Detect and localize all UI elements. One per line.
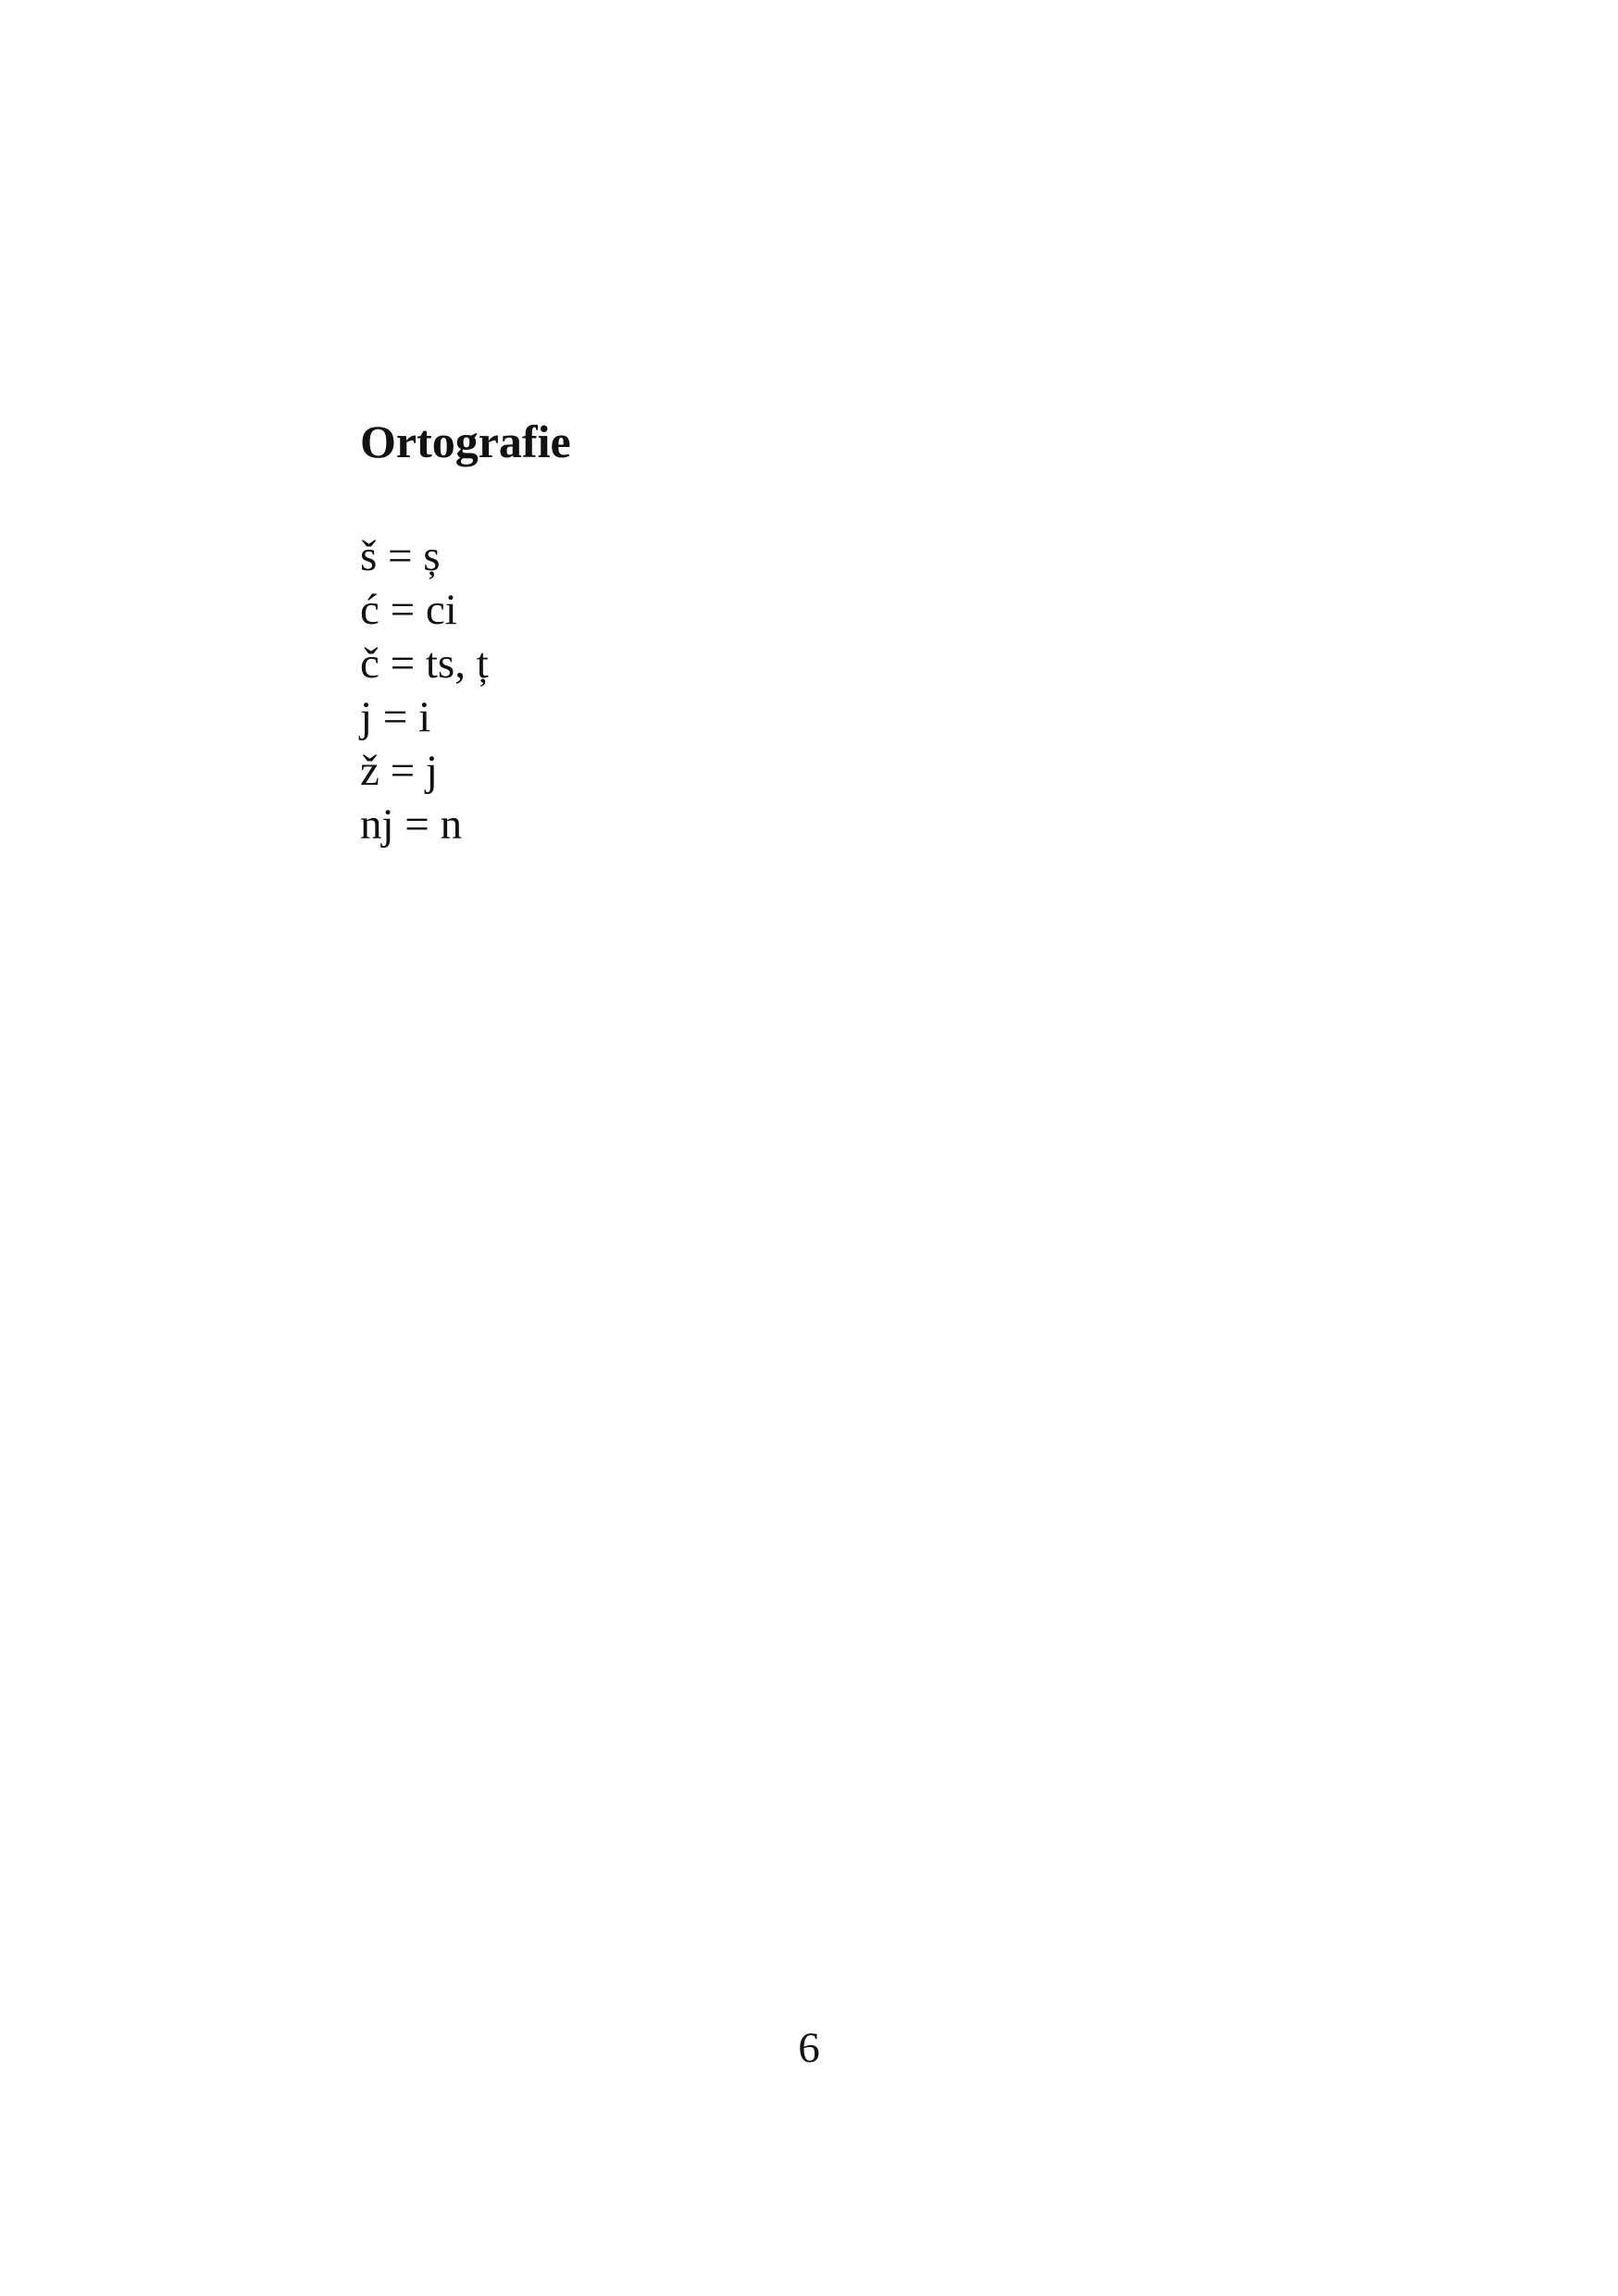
orthography-rule: ć = ci bbox=[360, 586, 457, 634]
orthography-rule: ž = j bbox=[360, 747, 438, 795]
orthography-rule: nj = n bbox=[360, 800, 463, 849]
orthography-rule: j = i bbox=[360, 693, 431, 741]
orthography-rule: č = ts, ț bbox=[360, 639, 489, 688]
section-heading: Ortografie bbox=[360, 416, 571, 467]
orthography-rules-list bbox=[360, 529, 489, 851]
page-number: 6 bbox=[798, 2024, 820, 2072]
orthography-rule: š = ș bbox=[360, 532, 441, 580]
